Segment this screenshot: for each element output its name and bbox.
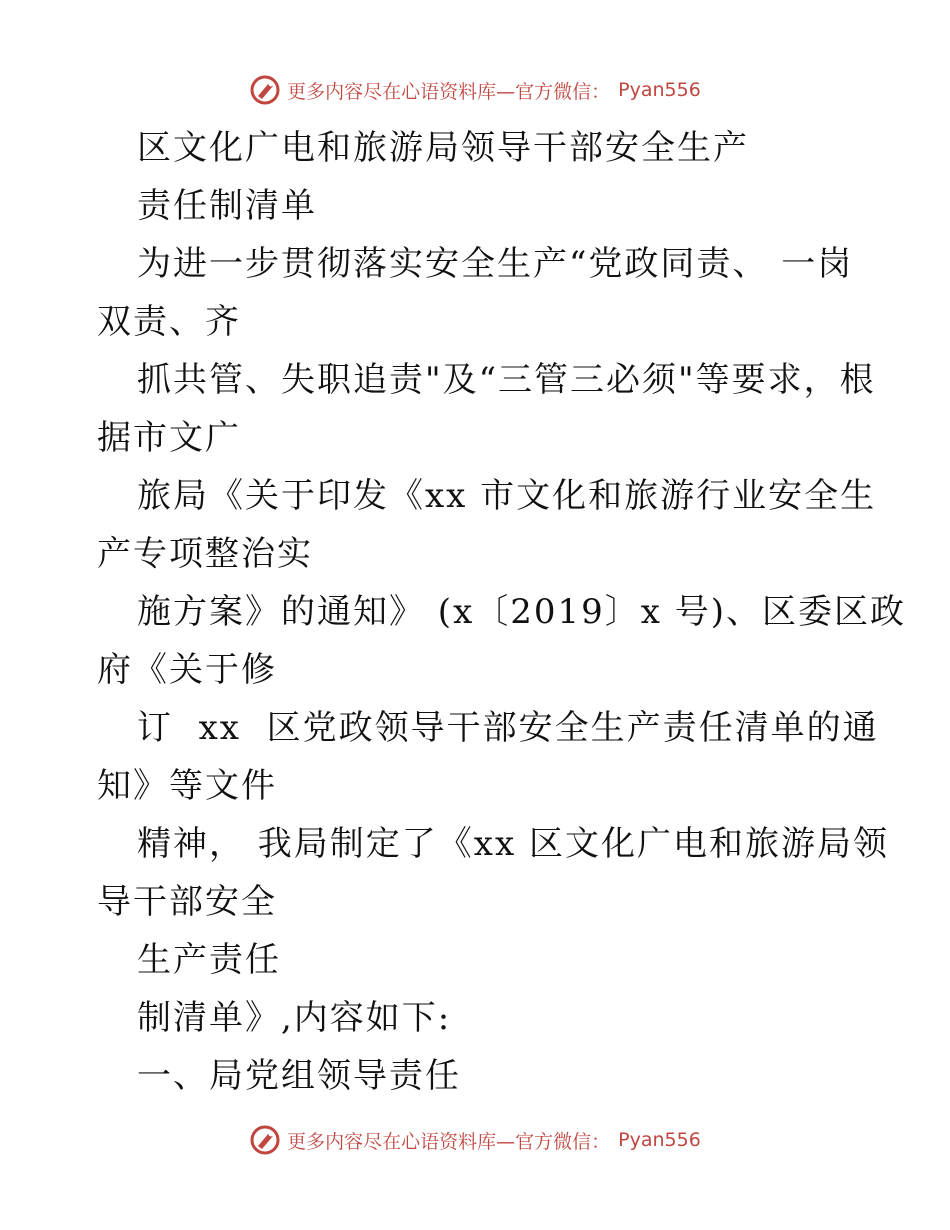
watermark-text: 更多内容尽在心语资料库—官方微信： <box>287 1130 611 1153</box>
body-line: 精神， 我局制定了《xx 区文化广电和旅游局领 <box>137 824 889 864</box>
body-line: 生产责任 <box>137 940 281 980</box>
logo-icon <box>249 1124 281 1156</box>
watermark-header <box>0 72 950 108</box>
watermark-footer <box>0 1122 950 1158</box>
body-line: 制清单》,内容如下: <box>137 998 452 1038</box>
body-line: 据市文广 <box>97 418 241 458</box>
body-line: 抓共管、失职追责"及“三管三必须"等要求，根 <box>137 360 876 400</box>
body-line: 旅局《关于印发《xx 市文化和旅游行业安全生 <box>137 476 877 516</box>
watermark-text: 更多内容尽在心语资料库—官方微信： <box>287 80 611 103</box>
body-line: 为进一步贯彻落实安全生产“党政同责、 一岗 <box>137 244 854 284</box>
body-line: 订 xx 区党政领导干部安全生产责任清单的通 <box>137 708 879 748</box>
logo-icon <box>249 74 281 106</box>
body-line: 知》等文件 <box>97 766 277 806</box>
body-line: 产专项整治实 <box>97 534 313 574</box>
document-title-line-2: 责任制清单 <box>137 186 317 226</box>
document-title-line-1: 区文化广电和旅游局领导干部安全生产 <box>137 128 749 168</box>
watermark-id: Pyan556 <box>618 79 701 101</box>
body-line: 府《关于修 <box>97 650 277 690</box>
body-line: 施方案》的通知》 (x〔2019〕x 号)、区委区政 <box>137 592 907 632</box>
body-line: 双责、齐 <box>97 302 241 342</box>
body-line: 导干部安全 <box>97 882 277 922</box>
section-heading: 一、局党组领导责任 <box>137 1056 461 1096</box>
watermark-id: Pyan556 <box>618 1129 701 1151</box>
